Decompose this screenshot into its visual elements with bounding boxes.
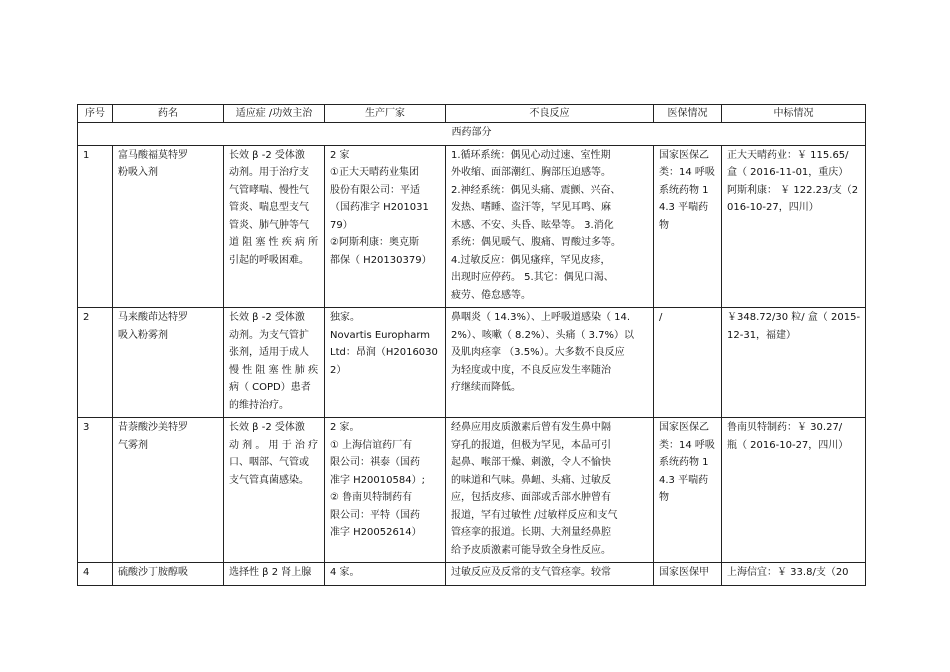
cell-text-line: 类：14 呼吸 — [659, 439, 715, 451]
cell-text-line: 穿孔的报道，但极为罕见，本品可引 — [451, 439, 611, 451]
table-header-row — [78, 105, 866, 123]
cell-text-line: 病（ COPD）患者 — [229, 382, 311, 393]
cell-text-line: 4 家。 — [330, 567, 360, 578]
cell-text-line: 2.神经系统：偶见头痛、震颤、兴奋、 — [451, 184, 621, 196]
cell-text-line: 系统药物 1 — [659, 184, 709, 196]
cell-bid — [722, 308, 866, 418]
cell-text-line: 国家医保乙 — [659, 149, 709, 161]
cell-text-line: 正大天晴药业：￥ 115.65/ — [727, 149, 849, 161]
table-row — [78, 563, 866, 586]
cell-text-line: 阿斯利康： ￥ 122.23/支（2 — [727, 184, 859, 196]
cell-text-line: 引起的呼吸困难。 — [229, 254, 309, 266]
cell-text-line: 富马酸福莫特罗 — [118, 149, 188, 161]
cell-text-line: 12-31，福建） — [727, 329, 797, 341]
cell-text-line: 气雾剂 — [118, 439, 148, 451]
cell-text-line: 瓶（ 2016-10-27，四川） — [727, 439, 849, 451]
cell-text-line: 及肌肉痉挛 （3.5%）。大多数不良反应 — [451, 347, 625, 358]
cell-text-line: 外收缩、面部潮红、胸部压迫感等。 — [451, 167, 611, 178]
cell-text-line: 4 — [83, 567, 90, 578]
cell-text-line: 发热、嗜睡、盗汗等，罕见耳鸣、麻 — [451, 202, 611, 213]
cell-insurance — [654, 145, 722, 308]
cell-indication — [224, 145, 325, 308]
table-row — [78, 418, 866, 563]
cell-text-line: 都保（ H20130379） — [330, 254, 432, 266]
cell-text-line: 道 阻 塞 性 疾 病 所 — [229, 237, 319, 248]
cell-manufacturer — [325, 563, 446, 586]
cell-no — [78, 145, 113, 308]
section-label: 西药部分 — [78, 123, 866, 146]
cell-text-line: 动剂。用于治疗支 — [229, 167, 309, 178]
cell-bid — [722, 563, 866, 586]
cell-text-line: 独家。 — [330, 312, 360, 323]
cell-text-line: 2） — [330, 364, 347, 376]
cell-text-line: 国家医保乙 — [659, 422, 709, 433]
cell-text-line: 管痉挛的报道。长期、大剂量经鼻腔 — [451, 527, 611, 538]
cell-adverse-reaction — [446, 308, 654, 418]
cell-text-line: 慢 性 阻 塞 性 肺 疾 — [229, 364, 319, 376]
cell-text-line: 4.过敏反应：偶见瘙痒，罕见皮疹， — [451, 254, 611, 266]
cell-text-line: 吸入粉雾剂 — [118, 329, 168, 341]
table-row — [78, 145, 866, 308]
cell-text-line: 疲劳、倦怠感等。 — [451, 289, 531, 301]
cell-adverse-reaction — [446, 563, 654, 586]
cell-text-line: 79） — [330, 219, 353, 231]
cell-text-line: 系统药物 1 — [659, 457, 709, 468]
cell-text-line: 粉吸入剂 — [118, 167, 158, 178]
cell-indication — [224, 308, 325, 418]
cell-text-line: 2 家 — [330, 149, 350, 161]
cell-text-line: 限公司：平特（国药 — [330, 509, 420, 521]
cell-text-line: 物 — [659, 219, 669, 231]
cell-text-line: ￥348.72/30 粒/ 盒（ 2015- — [727, 312, 861, 323]
cell-text-line: 限公司：祺泰（国药 — [330, 457, 420, 468]
cell-text-line: 鼻咽炎（ 14.3%）、上呼吸道感染（ 14. — [451, 312, 631, 323]
cell-text-line: 准字 H20052614） — [330, 527, 422, 538]
cell-text-line: ②阿斯利康：奥克斯 — [330, 237, 419, 248]
cell-text-line: 鲁南贝特制药：￥ 30.27/ — [727, 422, 843, 433]
cell-text-line: 硫酸沙丁胺醇吸 — [118, 567, 188, 578]
cell-drug-name — [113, 418, 224, 563]
header-no: 序号 — [78, 105, 113, 123]
header-adverse-reaction: 不良反应 — [446, 105, 654, 123]
cell-text-line: 疗继续而降低。 — [451, 382, 521, 393]
cell-text-line: Ltd：昂润（H2016030 — [330, 347, 438, 358]
header-bid: 中标情况 — [722, 105, 866, 123]
cell-text-line: ② 鲁南贝特制药有 — [330, 492, 413, 503]
cell-text-line: 出现时应停药。 5.其它：偶见口渴、 — [451, 272, 614, 283]
cell-insurance — [654, 563, 722, 586]
cell-text-line: 木感、不安、头昏、眩晕等。 3.消化 — [451, 219, 614, 231]
cell-text-line: 动剂。为支气管扩 — [229, 329, 309, 341]
cell-text-line: 016-10-27，四川） — [727, 202, 819, 213]
cell-text-line: 2 家。 — [330, 422, 360, 433]
cell-text-line: 管炎、喘息型支气 — [229, 202, 309, 213]
cell-bid — [722, 418, 866, 563]
drug-table — [77, 104, 866, 586]
cell-adverse-reaction — [446, 418, 654, 563]
cell-text-line: 的味道和气味。鼻衄、头痛、过敏反 — [451, 474, 611, 486]
cell-text-line: （国药准字 H201031 — [330, 202, 429, 213]
cell-text-line: / — [659, 312, 663, 323]
cell-text-line: 的维持治疗。 — [229, 399, 289, 411]
cell-text-line: 1 — [83, 149, 90, 161]
table-row — [78, 308, 866, 418]
cell-text-line: 经鼻应用皮质激素后曾有发生鼻中隔 — [451, 422, 611, 433]
cell-text-line: 股份有限公司：平适 — [330, 184, 420, 196]
cell-no — [78, 308, 113, 418]
cell-text-line: ① 上海信谊药厂有 — [330, 439, 413, 451]
cell-indication — [224, 418, 325, 563]
cell-text-line: 2 — [83, 312, 90, 323]
cell-text-line: 长效 β -2 受体激 — [229, 312, 305, 323]
cell-text-line: 类：14 呼吸 — [659, 167, 715, 178]
cell-text-line: Novartis Europharm — [330, 329, 430, 341]
cell-text-line: 长效 β -2 受体激 — [229, 149, 305, 161]
header-indication: 适应症 /功效主治 — [224, 105, 325, 123]
cell-text-line: 盒（ 2016-11-01，重庆） — [727, 167, 849, 178]
cell-adverse-reaction — [446, 145, 654, 308]
cell-text-line: 给予皮质激素可能导致全身性反应。 — [451, 544, 611, 556]
cell-text-line: 上海信宜：￥ 33.8/支（20 — [727, 567, 849, 578]
cell-manufacturer — [325, 418, 446, 563]
cell-text-line: 3 — [83, 422, 90, 433]
cell-text-line: 应，包括皮疹、面部或舌部水肿曾有 — [451, 492, 611, 503]
cell-text-line: 长效 β -2 受体激 — [229, 422, 305, 433]
cell-text-line: 口、咽部、气管或 — [229, 457, 309, 468]
cell-text-line: 张剂，适用于成人 — [229, 347, 309, 358]
cell-drug-name — [113, 308, 224, 418]
cell-text-line: 系统：偶见暖气、腹痛、胃酸过多等。 — [451, 237, 621, 248]
cell-text-line: ①正大天晴药业集团 — [330, 167, 419, 178]
cell-text-line: 动 剂 。 用 于 治 疗 — [229, 439, 319, 451]
cell-insurance — [654, 418, 722, 563]
cell-text-line: 物 — [659, 492, 669, 503]
header-insurance: 医保情况 — [654, 105, 722, 123]
cell-text-line: 4.3 平喘药 — [659, 202, 709, 213]
cell-manufacturer — [325, 308, 446, 418]
cell-manufacturer — [325, 145, 446, 308]
cell-text-line: 国家医保甲 — [659, 567, 709, 578]
section-row — [78, 123, 866, 146]
cell-insurance — [654, 308, 722, 418]
cell-text-line: 支气管真菌感染。 — [229, 474, 309, 486]
cell-text-line: 1.循环系统：偶见心动过速、室性期 — [451, 149, 611, 161]
cell-bid — [722, 145, 866, 308]
cell-text-line: 准字 H20010584）; — [330, 474, 425, 486]
cell-no — [78, 563, 113, 586]
cell-text-line: 起鼻、喉部干燥、刺激，令人不愉快 — [451, 457, 611, 468]
cell-no — [78, 418, 113, 563]
cell-text-line: 为轻度或中度，不良反应发生率随治 — [451, 364, 611, 376]
cell-text-line: 选择性 β 2 肾上腺 — [229, 567, 312, 578]
cell-text-line: 报道，罕有过敏性 /过敏样反应和支气 — [451, 509, 618, 521]
cell-text-line: 昔萘酸沙美特罗 — [118, 422, 188, 433]
cell-indication — [224, 563, 325, 586]
header-drug-name: 药名 — [113, 105, 224, 123]
cell-text-line: 2%）、咳嗽（ 8.2%）、头痛（ 3.7%）以 — [451, 329, 635, 341]
cell-drug-name — [113, 145, 224, 308]
cell-text-line: 4.3 平喘药 — [659, 474, 709, 486]
cell-text-line: 气管哮喘、慢性气 — [229, 184, 309, 196]
cell-text-line: 过敏反应及反常的支气管痉挛。较常 — [451, 567, 611, 578]
cell-text-line: 管炎、肺气肿等气 — [229, 219, 309, 231]
cell-text-line: 马来酸茚达特罗 — [118, 312, 188, 323]
header-manufacturer: 生产厂家 — [325, 105, 446, 123]
cell-drug-name — [113, 563, 224, 586]
